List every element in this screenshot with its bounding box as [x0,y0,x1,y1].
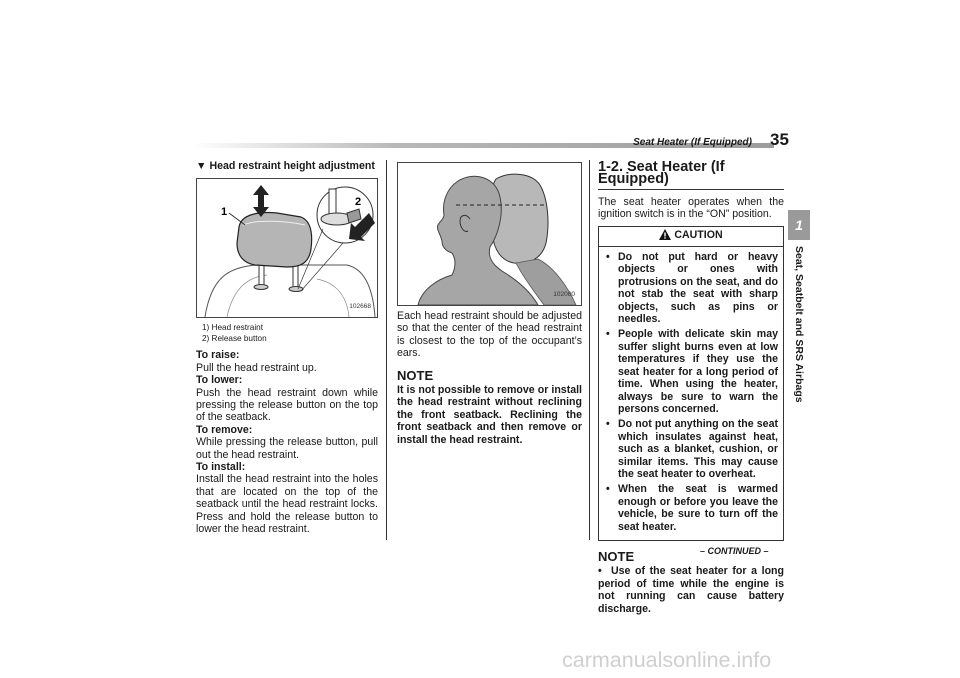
caption-item: 1) Head restraint [202,323,263,333]
caution-heading: CAUTION [674,228,723,241]
caution-item [604,418,778,480]
figure-head-restraint-adjust [196,178,378,318]
chapter-side-label [786,246,812,403]
continued-marker: – CONTINUED – [700,546,769,556]
bullet-dot-icon: • [606,328,610,341]
callout-1: 1 [221,206,228,219]
column-middle [397,160,582,446]
note-body: It is not possible to remove or install the head restraint without reclining the front seatback. Reclining the front seatback and then remove or install the head restraint. [397,384,582,446]
head-restraint-illustration [197,179,377,317]
page-number: 35 [770,130,789,149]
bullet-dot-icon: • [598,565,611,578]
column-divider [589,160,590,540]
figure-number: 102080 [553,290,575,298]
caution-header [604,229,778,241]
watermark: carmanualsonline.info [562,648,772,672]
note-heading: NOTE [397,367,434,383]
caution-item-text: Do not put anything on the seat which insulates against heat, such as a blanket, cushion, or similar items. This may cause the seat heater to overheat. [618,418,778,480]
lower-text: Push the head restraint down while pressing the release button on the top of the seatback. [196,386,378,424]
raise-text: Pull the head restraint up. [196,361,317,374]
column-divider [386,160,387,540]
subsection-heading-text: Head restraint height adjustment [209,160,375,172]
caution-item-text: When the seat is warmed enough or before you leave the vehicle, be sure to turn off the seat heater. [618,483,778,533]
section-intro: The seat heater operates when the ignition switch is in the “ON” position. [598,195,784,221]
note-item-text: Use of the seat heater for a long period of time while the engine is not running can cause battery discharge. [598,565,784,615]
running-header-title: Seat Heater (If Equipped) [633,137,752,148]
chapter-title: Seat, Seatbelt and SRS Airbags [793,246,805,403]
section-title: 1-2. Seat Heater (If Equipped) [598,161,784,190]
install-label: To install: [196,461,246,474]
callout-2: 2 [355,196,362,209]
note-item [598,565,784,615]
chapter-tab: 1 [788,210,810,240]
caution-item [604,483,778,533]
bullet-dot-icon: • [606,418,610,431]
figure-number: 102668 [349,303,371,310]
caution-item [604,251,778,325]
remove-label: To remove: [196,423,253,436]
figure-caption [198,322,378,344]
remove-text: While pressing the release button, pull out the head restraint. [196,436,378,461]
raise-label: To raise: [196,349,240,362]
column-left [196,160,378,536]
note-heading: NOTE [598,548,635,564]
caution-item-text: People with delicate skin may suffer slight burns even at low temperatures if they use the seat heater for a long period of time. When using the heater, always be sure to warn the persons concerned. [618,328,778,415]
occupant-head-illustration [398,163,581,305]
install-text: Install the head restraint into the holes that are located on the top of the seatback until the head restraint locks. Press and hold the release button to lower the head restraint. [196,473,378,536]
caution-item [604,328,778,415]
caution-item-text: Do not put hard or heavy objects or ones with protrusions on the seat, and do not stab the seat with sharp objects, such as pins or needles. [618,251,778,326]
bullet-dot-icon: • [606,483,610,496]
triangle-down-icon: ▼ [196,160,207,172]
lower-label: To lower: [196,374,243,387]
caution-box [598,226,784,541]
warning-triangle-icon [659,229,671,240]
bullet-dot-icon: • [606,251,610,264]
caution-divider [599,246,783,247]
head-restraint-instruction: Each head restraint should be adjusted so that the center of the head restraint is closest to the top of the occupant’s ears. [397,310,582,360]
figure-head-position [397,162,582,306]
subsection-heading [196,160,378,172]
caption-item: 2) Release button [202,334,267,344]
